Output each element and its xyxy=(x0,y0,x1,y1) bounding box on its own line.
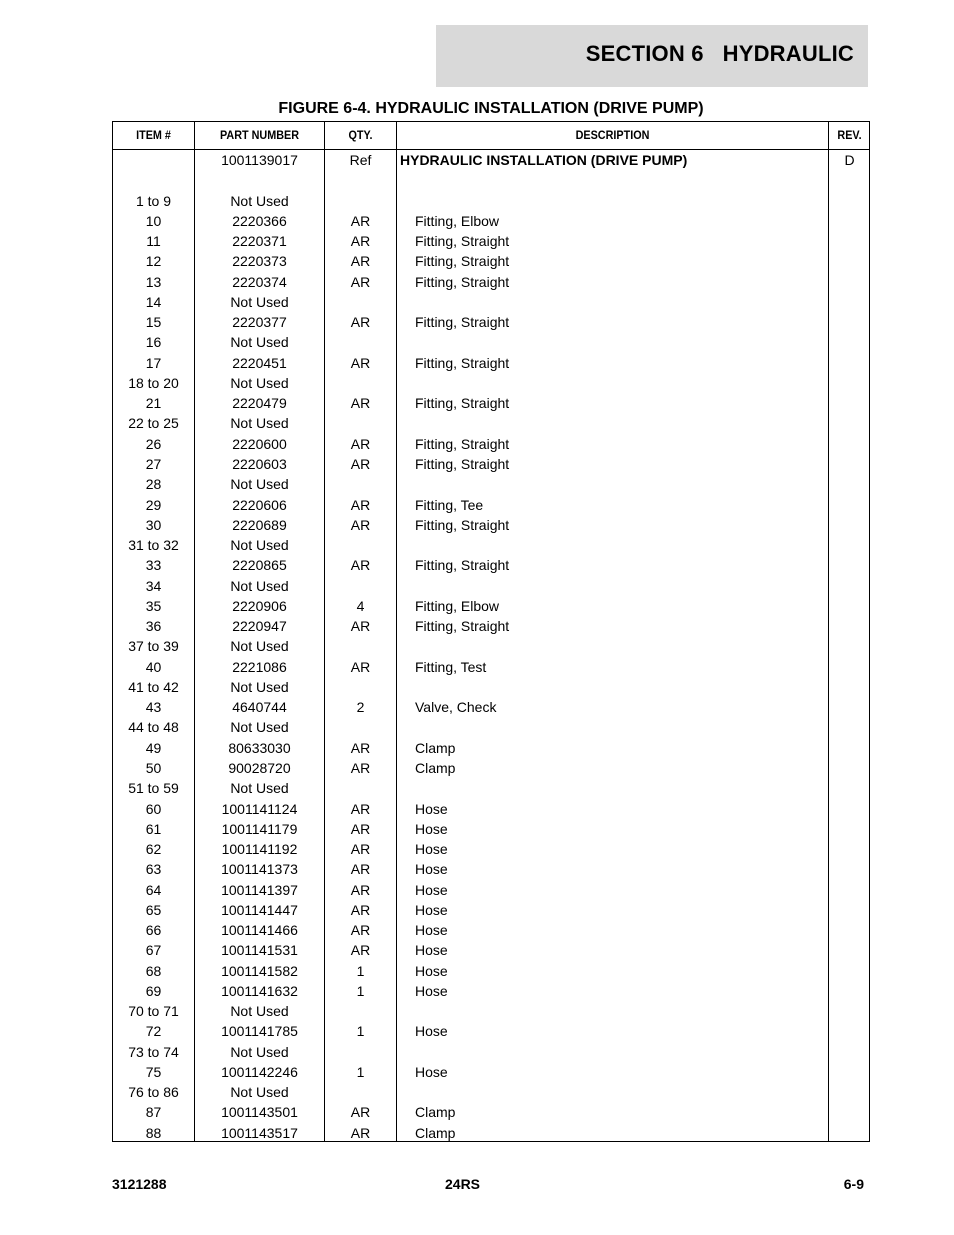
cell-qty: AR xyxy=(350,841,371,858)
table-title-row xyxy=(113,150,869,170)
cell-description: Hose xyxy=(415,861,448,878)
cell-description: Fitting, Straight xyxy=(415,395,510,412)
cell-part-number: 2220603 xyxy=(232,455,287,472)
cell-description: Fitting, Straight xyxy=(415,618,510,635)
cell-description: Fitting, Straight xyxy=(415,233,510,250)
table-row xyxy=(113,657,869,677)
header-part-number: PART NUMBER xyxy=(219,128,300,142)
cell-item: 18 to 20 xyxy=(128,374,179,391)
cell-item: 87 xyxy=(145,1104,162,1121)
table-row xyxy=(113,1042,869,1062)
cell-part-number: Not Used xyxy=(230,293,289,310)
table-row xyxy=(113,717,869,737)
cell-part-number: 1001141179 xyxy=(221,820,298,837)
table-row xyxy=(113,1123,869,1143)
figure-title: FIGURE 6-4. HYDRAULIC INSTALLATION (DRIVE PUMP) xyxy=(278,100,704,117)
cell-item: 11 xyxy=(146,233,161,250)
cell-description: Hose xyxy=(415,800,448,817)
table-row xyxy=(113,170,869,190)
cell-qty: AR xyxy=(350,435,371,452)
cell-part-number: 2220865 xyxy=(232,557,287,574)
cell-part-number: 2220689 xyxy=(232,516,287,533)
cell-item: 12 xyxy=(145,253,162,270)
cell-description: Hose xyxy=(415,922,448,939)
cell-part-number: 2220366 xyxy=(232,212,287,229)
table-row xyxy=(113,576,869,596)
table-row xyxy=(113,940,869,960)
cell-description: Fitting, Straight xyxy=(415,314,510,331)
cell-item: 34 xyxy=(145,577,162,594)
cell-item: 14 xyxy=(145,293,162,310)
table-row xyxy=(113,434,869,454)
cell-qty: AR xyxy=(350,861,371,878)
cell-item: 36 xyxy=(145,618,162,635)
cell-qty: AR xyxy=(350,314,371,331)
cell-item: 30 xyxy=(145,516,162,533)
cell-part-number: Not Used xyxy=(230,1003,289,1020)
table-row xyxy=(113,251,869,271)
cell-qty: AR xyxy=(350,820,371,837)
cell-item: 16 xyxy=(145,334,162,351)
cell-description: Hose xyxy=(415,820,448,837)
cell-part-number: 4640744 xyxy=(232,699,287,716)
cell-part-number: Not Used xyxy=(230,780,289,797)
cell-part-number: 1001141785 xyxy=(221,1023,298,1040)
table-row xyxy=(113,555,869,575)
cell-item: 26 xyxy=(145,435,162,452)
cell-part-number: Not Used xyxy=(230,577,289,594)
cell-item: 73 to 74 xyxy=(128,1043,179,1060)
table-row xyxy=(113,495,869,515)
cell-item: 88 xyxy=(145,1124,162,1141)
cell-description: Fitting, Tee xyxy=(415,496,484,513)
cell-item: 63 xyxy=(145,861,162,878)
table-body xyxy=(113,150,869,1143)
cell-item: 41 to 42 xyxy=(128,678,179,695)
footer-model: 24RS xyxy=(445,1176,481,1192)
cell-part-number: Not Used xyxy=(230,1043,289,1060)
cell-description: Fitting, Straight xyxy=(415,557,510,574)
table-row xyxy=(113,454,869,474)
cell-part-number: 2220906 xyxy=(232,597,287,614)
table-row xyxy=(113,636,869,656)
table-row xyxy=(113,819,869,839)
cell-item: 68 xyxy=(145,962,162,979)
cell-item: 37 to 39 xyxy=(128,638,179,655)
cell-qty: AR xyxy=(350,658,371,675)
cell-part-number: 1001141397 xyxy=(221,881,298,898)
cell-part-number: Not Used xyxy=(230,537,289,554)
table-row xyxy=(113,920,869,940)
cell-qty: AR xyxy=(350,516,371,533)
table-row xyxy=(113,900,869,920)
header-description: DESCRIPTION xyxy=(575,128,650,142)
table-row xyxy=(113,697,869,717)
table-row xyxy=(113,981,869,1001)
table-row xyxy=(113,1021,869,1041)
cell-part-number: 2220947 xyxy=(232,618,287,635)
table-row xyxy=(113,373,869,393)
cell-part-number: 90028720 xyxy=(228,759,291,776)
cell-description: Valve, Check xyxy=(415,699,497,716)
table-row xyxy=(113,778,869,798)
cell-item: 10 xyxy=(145,212,162,229)
cell-qty: AR xyxy=(350,759,371,776)
cell-part-number: 2220374 xyxy=(232,273,287,290)
table-row xyxy=(113,616,869,636)
table-row xyxy=(113,758,869,778)
section-banner xyxy=(436,25,868,87)
cell-description: Hose xyxy=(415,942,448,959)
cell-item: 65 xyxy=(145,901,162,918)
cell-description: Hose xyxy=(415,881,448,898)
cell-part-number: Not Used xyxy=(230,719,289,736)
cell-qty: AR xyxy=(350,618,371,635)
cell-item: 21 xyxy=(145,395,162,412)
cell-item: 13 xyxy=(145,273,162,290)
cell-qty: 4 xyxy=(356,597,365,614)
cell-item: 33 xyxy=(145,557,162,574)
cell-qty: AR xyxy=(350,496,371,513)
cell-description: Fitting, Straight xyxy=(415,455,510,472)
cell-part-number: 1001143501 xyxy=(221,1104,298,1121)
cell-part-number: 1001141192 xyxy=(221,841,298,858)
cell-qty: AR xyxy=(350,354,371,371)
cell-item: 61 xyxy=(145,820,162,837)
cell-description: Hose xyxy=(415,841,448,858)
cell-item: 31 to 32 xyxy=(128,537,179,554)
cell-part-number: 1001141582 xyxy=(221,962,298,979)
table-row xyxy=(113,1001,869,1021)
cell-qty: AR xyxy=(350,212,371,229)
cell-qty: AR xyxy=(350,557,371,574)
cell-item: 64 xyxy=(145,881,162,898)
table-row xyxy=(113,312,869,332)
cell-description: Fitting, Test xyxy=(415,658,487,675)
table-row xyxy=(113,1062,869,1082)
footer-doc-number: 3121288 xyxy=(112,1176,167,1192)
cell-part-number: 2220600 xyxy=(232,435,287,452)
cell-description: Fitting, Straight xyxy=(415,354,510,371)
cell-qty: AR xyxy=(350,395,371,412)
cell-item: 69 xyxy=(145,982,162,999)
table-row xyxy=(113,231,869,251)
cell-part-number: Not Used xyxy=(230,1084,289,1101)
cell-part-number: 80633030 xyxy=(228,739,291,756)
cell-description: Clamp xyxy=(415,1124,456,1141)
cell-description: Hose xyxy=(415,901,448,918)
cell-part-number: 2220371 xyxy=(232,233,287,250)
cell-item: 66 xyxy=(145,922,162,939)
cell-item: 27 xyxy=(145,455,162,472)
table-row xyxy=(113,596,869,616)
cell-part-number: 2220479 xyxy=(232,395,287,412)
table-row xyxy=(113,474,869,494)
cell-part-number: 1001141373 xyxy=(221,861,298,878)
cell-part-number: 1001141124 xyxy=(221,800,298,817)
cell-part-number: 2221086 xyxy=(232,658,287,675)
cell-description: Fitting, Straight xyxy=(415,435,510,452)
cell-part-number: 2220606 xyxy=(232,496,287,513)
cell-qty: Ref xyxy=(349,152,372,168)
table-row xyxy=(113,1082,869,1102)
cell-description: Fitting, Elbow xyxy=(415,212,500,229)
cell-item: 17 xyxy=(145,354,162,371)
table-row xyxy=(113,515,869,535)
cell-qty: 1 xyxy=(356,1063,365,1080)
cell-item: 1 to 9 xyxy=(135,192,172,209)
cell-part-number: Not Used xyxy=(230,678,289,695)
cell-description: Clamp xyxy=(415,739,456,756)
table-row xyxy=(113,272,869,292)
cell-qty: AR xyxy=(350,1124,371,1141)
cell-description: Hose xyxy=(415,1063,448,1080)
cell-description: Fitting, Elbow xyxy=(415,597,500,614)
cell-item: 49 xyxy=(145,739,162,756)
cell-item: 22 to 25 xyxy=(128,415,179,432)
cell-qty: AR xyxy=(350,881,371,898)
cell-part-number: Not Used xyxy=(230,374,289,391)
cell-qty: AR xyxy=(350,800,371,817)
header-rev: REV. xyxy=(837,128,862,142)
cell-item: 75 xyxy=(145,1063,162,1080)
cell-item: 15 xyxy=(145,314,162,331)
footer-page-number: 6-9 xyxy=(843,1176,864,1192)
cell-part-number: Not Used xyxy=(230,476,289,493)
header-qty: QTY. xyxy=(348,128,373,142)
cell-description: Hose xyxy=(415,962,448,979)
cell-qty: 1 xyxy=(356,1023,365,1040)
cell-item: 70 to 71 xyxy=(128,1003,179,1020)
table-row xyxy=(113,413,869,433)
table-row xyxy=(113,1102,869,1122)
cell-qty: AR xyxy=(350,233,371,250)
table-row xyxy=(113,393,869,413)
cell-item: 29 xyxy=(145,496,162,513)
cell-qty: 1 xyxy=(356,982,365,999)
cell-item: 43 xyxy=(145,699,162,716)
cell-description: Hose xyxy=(415,982,448,999)
cell-item: 60 xyxy=(145,800,162,817)
cell-description: Fitting, Straight xyxy=(415,253,510,270)
cell-qty: AR xyxy=(350,455,371,472)
cell-item: 62 xyxy=(145,841,162,858)
cell-item: 67 xyxy=(145,942,162,959)
table-row xyxy=(113,799,869,819)
cell-item: 76 to 86 xyxy=(128,1084,179,1101)
cell-qty: AR xyxy=(350,253,371,270)
table-row xyxy=(113,353,869,373)
cell-part-number: 2220451 xyxy=(232,354,287,371)
cell-qty: AR xyxy=(350,942,371,959)
cell-qty: 1 xyxy=(356,962,365,979)
cell-part-number: 1001141447 xyxy=(221,901,298,918)
cell-part-number: Not Used xyxy=(230,334,289,351)
table-row xyxy=(113,961,869,981)
cell-item: 50 xyxy=(145,759,162,776)
table-row xyxy=(113,332,869,352)
cell-item: 28 xyxy=(145,476,162,493)
cell-part-number: Not Used xyxy=(230,192,289,209)
header-item: ITEM # xyxy=(136,128,171,142)
cell-part-number: 1001139017 xyxy=(221,152,298,168)
table-header xyxy=(113,122,869,150)
section-title: SECTION 6 HYDRAULIC xyxy=(585,41,854,66)
table-row xyxy=(113,292,869,312)
cell-description: Fitting, Straight xyxy=(415,273,510,290)
cell-description: Fitting, Straight xyxy=(415,516,510,533)
cell-item: 35 xyxy=(145,597,162,614)
cell-qty: AR xyxy=(350,739,371,756)
cell-item: 51 to 59 xyxy=(128,780,179,797)
cell-part-number: 1001141466 xyxy=(221,922,298,939)
table-row xyxy=(113,839,869,859)
cell-part-number: Not Used xyxy=(230,638,289,655)
table-row xyxy=(113,859,869,879)
cell-part-number: 1001142246 xyxy=(221,1063,298,1080)
cell-rev: D xyxy=(844,152,855,168)
cell-qty: 2 xyxy=(356,699,365,716)
cell-item: 40 xyxy=(145,658,162,675)
cell-part-number: 2220373 xyxy=(232,253,287,270)
cell-qty: AR xyxy=(350,273,371,290)
cell-qty: AR xyxy=(350,1104,371,1121)
cell-part-number: 2220377 xyxy=(232,314,287,331)
cell-part-number: Not Used xyxy=(230,415,289,432)
cell-item: 44 to 48 xyxy=(128,719,179,736)
cell-qty: AR xyxy=(350,922,371,939)
table-row xyxy=(113,738,869,758)
cell-part-number: 1001143517 xyxy=(221,1124,298,1141)
cell-description: HYDRAULIC INSTALLATION (DRIVE PUMP) xyxy=(400,152,688,168)
table-row xyxy=(113,211,869,231)
table-row xyxy=(113,880,869,900)
table-row xyxy=(113,677,869,697)
cell-part-number: 1001141632 xyxy=(221,982,298,999)
cell-item: 72 xyxy=(145,1023,162,1040)
cell-description: Clamp xyxy=(415,1104,456,1121)
cell-description: Clamp xyxy=(415,759,456,776)
cell-part-number: 1001141531 xyxy=(221,942,298,959)
cell-description: Hose xyxy=(415,1023,448,1040)
table-row xyxy=(113,535,869,555)
table-row xyxy=(113,191,869,211)
cell-qty: AR xyxy=(350,901,371,918)
parts-table xyxy=(112,121,870,1142)
